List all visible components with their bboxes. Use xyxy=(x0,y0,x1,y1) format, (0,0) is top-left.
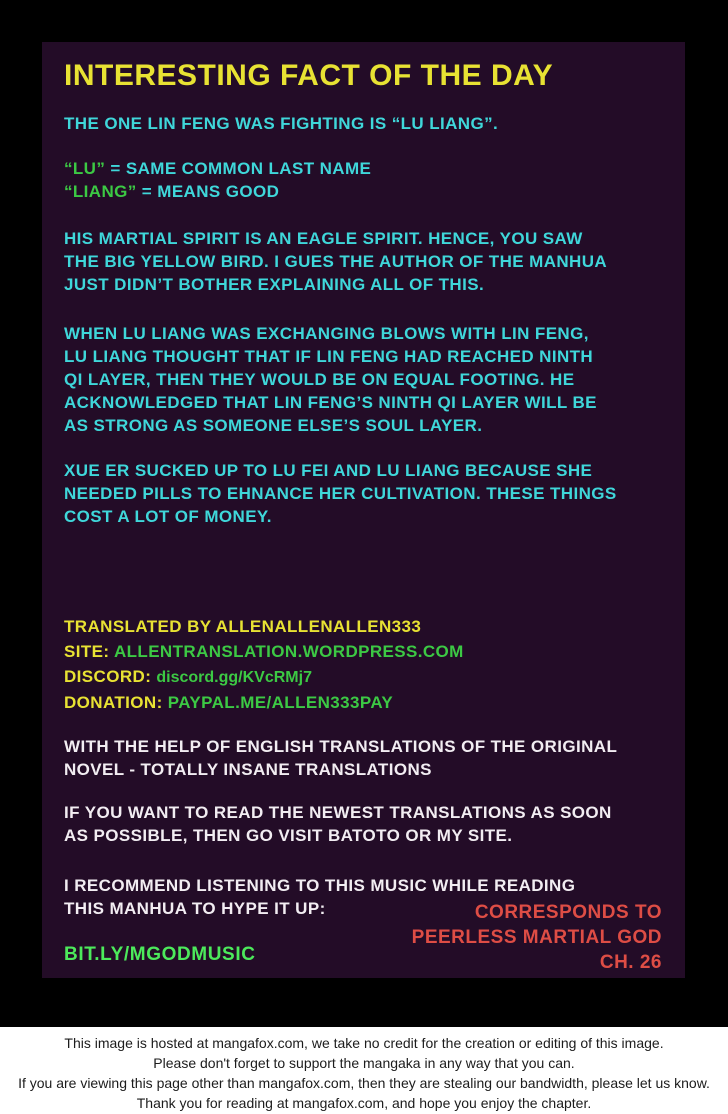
donation-label: DONATION: xyxy=(64,693,163,712)
translated-by-line: TRANSLATED BY ALLENALLENALLEN333 xyxy=(64,617,422,636)
note-music-line: THIS MANHUA TO HYPE IT UP: xyxy=(64,899,326,918)
note-newest-line: IF YOU WANT TO READ THE NEWEST TRANSLATIONS AS SOON xyxy=(64,803,612,822)
fact-xueer-line: COST A LOT OF MONEY. xyxy=(64,507,272,526)
note-newest-line: AS POSSIBLE, THEN GO VISIT BATOTO OR MY SITE. xyxy=(64,826,513,845)
donation-line xyxy=(64,690,663,715)
note-newest-paragraph xyxy=(64,801,663,847)
note-help-line: NOVEL - TOTALLY INSANE TRANSLATIONS xyxy=(64,760,432,779)
fact-blows-line: LU LIANG THOUGHT THAT IF LIN FENG HAD REACHED NINTH xyxy=(64,347,594,366)
definition-lu xyxy=(64,157,663,180)
page-title: INTERESTING FACT OF THE DAY xyxy=(64,59,554,92)
fact-intro-line: THE ONE LIN FENG WAS FIGHTING IS “LU LIANG”. xyxy=(64,114,499,133)
definition-liang-term: “LIANG” xyxy=(64,182,137,201)
corresponds-note xyxy=(412,900,662,975)
footer-line: If you are viewing this page other than mangafox.com, then they are stealing our bandwidth, please let us know. xyxy=(18,1075,710,1091)
hosting-footer xyxy=(0,1027,728,1114)
fact-blows-line: AS STRONG AS SOMEONE ELSE’S SOUL LAYER. xyxy=(64,416,483,435)
footer-line: This image is hosted at mangafox.com, we take no credit for the creation or editing of this image. xyxy=(64,1035,664,1051)
fact-spirit-line: HIS MARTIAL SPIRIT IS AN EAGLE SPIRIT. HENCE, YOU SAW xyxy=(64,229,583,248)
fact-spirit-paragraph xyxy=(64,227,663,296)
note-help-line: WITH THE HELP OF ENGLISH TRANSLATIONS OF THE ORIGINAL xyxy=(64,737,618,756)
definition-lu-term: “LU” xyxy=(64,159,106,178)
fact-xueer-line: NEEDED PILLS TO EHNANCE HER CULTIVATION. THESE THINGS xyxy=(64,484,617,503)
fact-spirit-line: JUST DIDN’T BOTHER EXPLAINING ALL OF THIS. xyxy=(64,275,485,294)
discord-url-link: discord.gg/KVcRMj7 xyxy=(156,669,312,686)
note-music-line: I RECOMMEND LISTENING TO THIS MUSIC WHILE READING xyxy=(64,876,576,895)
fact-xueer-line: XUE ER SUCKED UP TO LU FEI AND LU LIANG BECAUSE SHE xyxy=(64,461,593,480)
discord-label: DISCORD: xyxy=(64,667,152,686)
fact-blows-line: ACKNOWLEDGED THAT LIN FENG’S NINTH QI LAYER WILL BE xyxy=(64,393,597,412)
footer-line: Please don't forget to support the mangaka in any way that you can. xyxy=(153,1055,575,1071)
note-help-paragraph xyxy=(64,735,663,781)
footer-line: Thank you for reading at mangafox.com, and hope you enjoy the chapter. xyxy=(136,1095,592,1111)
fact-xueer-paragraph xyxy=(64,459,663,528)
definition-liang xyxy=(64,180,663,203)
music-url-link: BIT.LY/MGODMUSIC xyxy=(64,944,256,965)
site-line xyxy=(64,639,663,664)
corresponds-line: PEERLESS MARTIAL GOD xyxy=(411,927,662,948)
translator-note-panel xyxy=(42,42,685,978)
fact-blows-paragraph xyxy=(64,322,663,437)
donation-url-link: PAYPAL.ME/ALLEN333PAY xyxy=(167,693,394,712)
corresponds-line: CORRESPONDS TO xyxy=(474,902,662,923)
definition-liang-meaning: = MEANS GOOD xyxy=(136,182,280,201)
fact-intro-paragraph xyxy=(64,112,663,135)
discord-line xyxy=(64,664,663,690)
corresponds-chapter: CH. 26 xyxy=(599,952,662,973)
name-definitions xyxy=(64,157,663,203)
site-url-link: ALLENTRANSLATION.WORDPRESS.COM xyxy=(113,642,464,661)
fact-spirit-line: THE BIG YELLOW BIRD. I GUES THE AUTHOR OF THE MANHUA xyxy=(64,252,608,271)
fact-blows-line: WHEN LU LIANG WAS EXCHANGING BLOWS WITH LIN FENG, xyxy=(64,324,589,343)
fact-blows-line: QI LAYER, THEN THEY WOULD BE ON EQUAL FOOTING. HE xyxy=(64,370,575,389)
definition-lu-meaning: = SAME COMMON LAST NAME xyxy=(105,159,372,178)
credits-block xyxy=(64,614,663,715)
site-label: SITE: xyxy=(64,642,110,661)
